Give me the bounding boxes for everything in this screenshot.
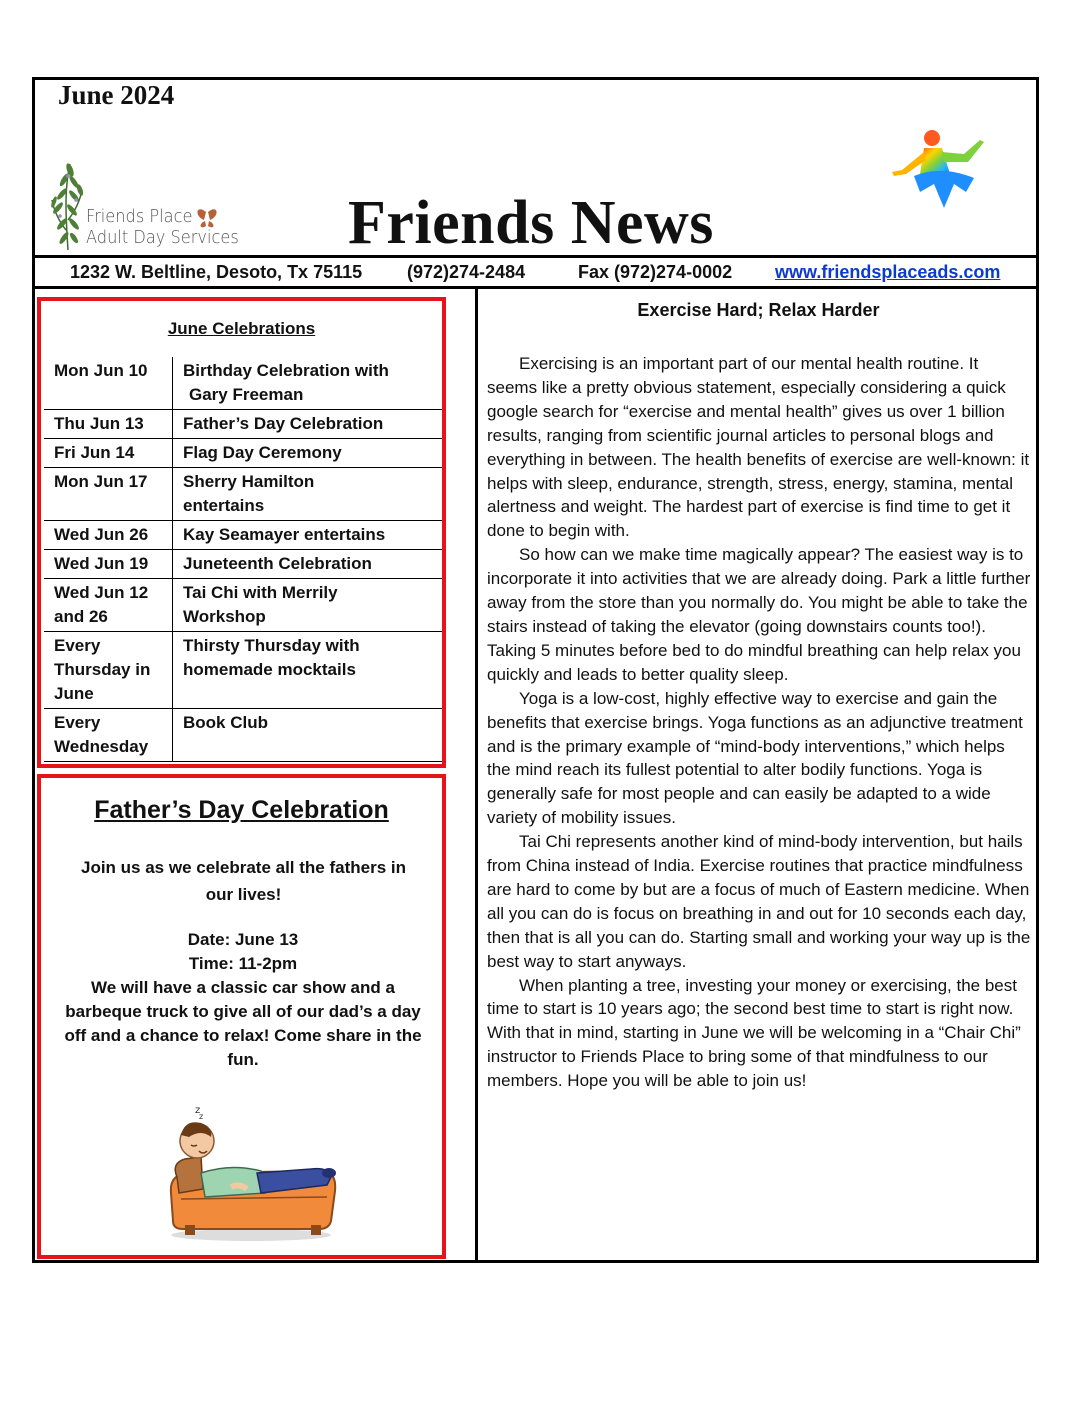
event-date: Wed Jun 26	[44, 521, 173, 550]
fathers-day-date: Date: June 13	[187, 930, 299, 949]
contact-bar	[32, 259, 1039, 287]
address: 1232 W. Beltline, Desoto, Tx 75115	[70, 262, 363, 282]
celebrations-table	[44, 357, 442, 762]
event-name: Tai Chi with Merrily Workshop	[173, 579, 443, 632]
table-row	[44, 468, 442, 521]
article-paragraph: When planting a tree, investing your money or exercising, the best time to start is 10 years ago; the second best time to start is right now. With that in mind, starting in June we will be welcoming in a “Chair Chi” instructor to Friends Place to bring some of that mindfulness to our members. Hope you will be able to join us!	[487, 975, 1021, 1091]
event-date: Thu Jun 13	[44, 410, 173, 439]
website-link[interactable]: www.friendsplaceads.com	[775, 262, 1001, 282]
logo-line-1: Friends Place	[86, 206, 193, 227]
event-date: Every Thursday in June	[44, 632, 173, 709]
june-celebrations-box	[37, 297, 446, 768]
table-row	[44, 439, 442, 468]
fathers-day-box	[37, 774, 446, 1259]
table-row	[44, 579, 442, 632]
article-paragraph: Tai Chi represents another kind of mind-body intervention, but hails from China instead of India. Exercise routines that practice mindfulness are hard to come by but are a focus of much of Eastern medicine. When all you can do is focus on breathing in and out for 10 seconds each day, then that is all you can do. Starting small and working your way up is the best way to start anyways.	[487, 832, 1031, 971]
table-row	[44, 632, 442, 709]
event-name: Birthday Celebration with Gary Freeman	[173, 357, 443, 410]
event-name: Thirsty Thursday with homemade mocktails	[173, 632, 443, 709]
issue-date: June 2024	[58, 80, 175, 110]
event-name: Kay Seamayer entertains	[173, 521, 443, 550]
event-date: Wed Jun 12 and 26	[44, 579, 173, 632]
logo-text	[86, 206, 239, 248]
event-name: Flag Day Ceremony	[173, 439, 443, 468]
table-row	[44, 357, 442, 410]
event-date: Every Wednesday	[44, 709, 173, 762]
article-title: Exercise Hard; Relax Harder	[637, 300, 880, 320]
event-date: Wed Jun 19	[44, 550, 173, 579]
event-date: Mon Jun 17	[44, 468, 173, 521]
article-paragraph: Yoga is a low-cost, highly effective way to exercise and gain the benefits that exercise brings. Yoga functions as an adjunctive treatment and is the primary example of “mind-body interventions,” which helps the mind reach its fullest potential to alter bodily functions. Yoga is generally safe for most people and can easily be adapted to a wide variety of mobility issues.	[487, 688, 1023, 828]
svg-text:z: z	[199, 1112, 204, 1121]
event-name: Book Club	[173, 709, 443, 762]
newsletter-title: Friends News	[348, 189, 714, 257]
phone: (972)274-2484	[407, 262, 526, 282]
svg-text:z: z	[195, 1105, 201, 1116]
meditating-figure-icon	[884, 122, 996, 218]
fathers-day-intro: Join us as we celebrate all the fathers in our lives!	[80, 858, 406, 904]
table-row	[44, 550, 442, 579]
event-name: Sherry Hamilton entertains	[173, 468, 443, 521]
celebrations-title: June Celebrations	[167, 319, 316, 338]
logo-line-2: Adult Day Services	[86, 227, 239, 248]
fathers-day-time: Time: 11-2pm	[188, 954, 298, 973]
article-body	[487, 352, 1032, 1093]
column-divider	[475, 287, 478, 1263]
event-date: Mon Jun 10	[44, 357, 173, 410]
event-date: Fri Jun 14	[44, 439, 173, 468]
event-name: Father’s Day Celebration	[173, 410, 443, 439]
sleeping-dad-on-couch-icon	[161, 1103, 341, 1243]
fathers-day-title: Father’s Day Celebration	[94, 796, 389, 824]
article-paragraph: So how can we make time magically appear? The easiest way is to incorporate it into activities that we are already doing. Park a little further away from the store than you normally do. You might be able to take the stairs instead of taking the elevator (going downstairs counts too!). Taking 5 minutes before bed to do mindful breathing can help relax you quickly and leads to better quality sleep.	[487, 545, 1031, 684]
table-row	[44, 709, 442, 762]
fathers-day-details: We will have a classic car show and a barbeque truck to give all of our dad’s a day off and a chance to relax! Come share in the fun.	[64, 978, 422, 1069]
table-row	[44, 410, 442, 439]
event-name: Juneteenth Celebration	[173, 550, 443, 579]
fax: Fax (972)274-0002	[578, 262, 733, 282]
article-paragraph: Exercising is an important part of our mental health routine. It seems like a pretty obvious statement, especially considering a quick google search for “exercise and mental health” gives us over 1 billion results, ranging from scientific journal articles to personal blogs and everything in between. The health benefits of exercise are well-known: it helps with sleep, endurance, strength, stress, energy, stamina, mental alertness and weight. The hardest part of exercise is find time to get it done to begin with.	[487, 354, 1030, 541]
table-row	[44, 521, 442, 550]
